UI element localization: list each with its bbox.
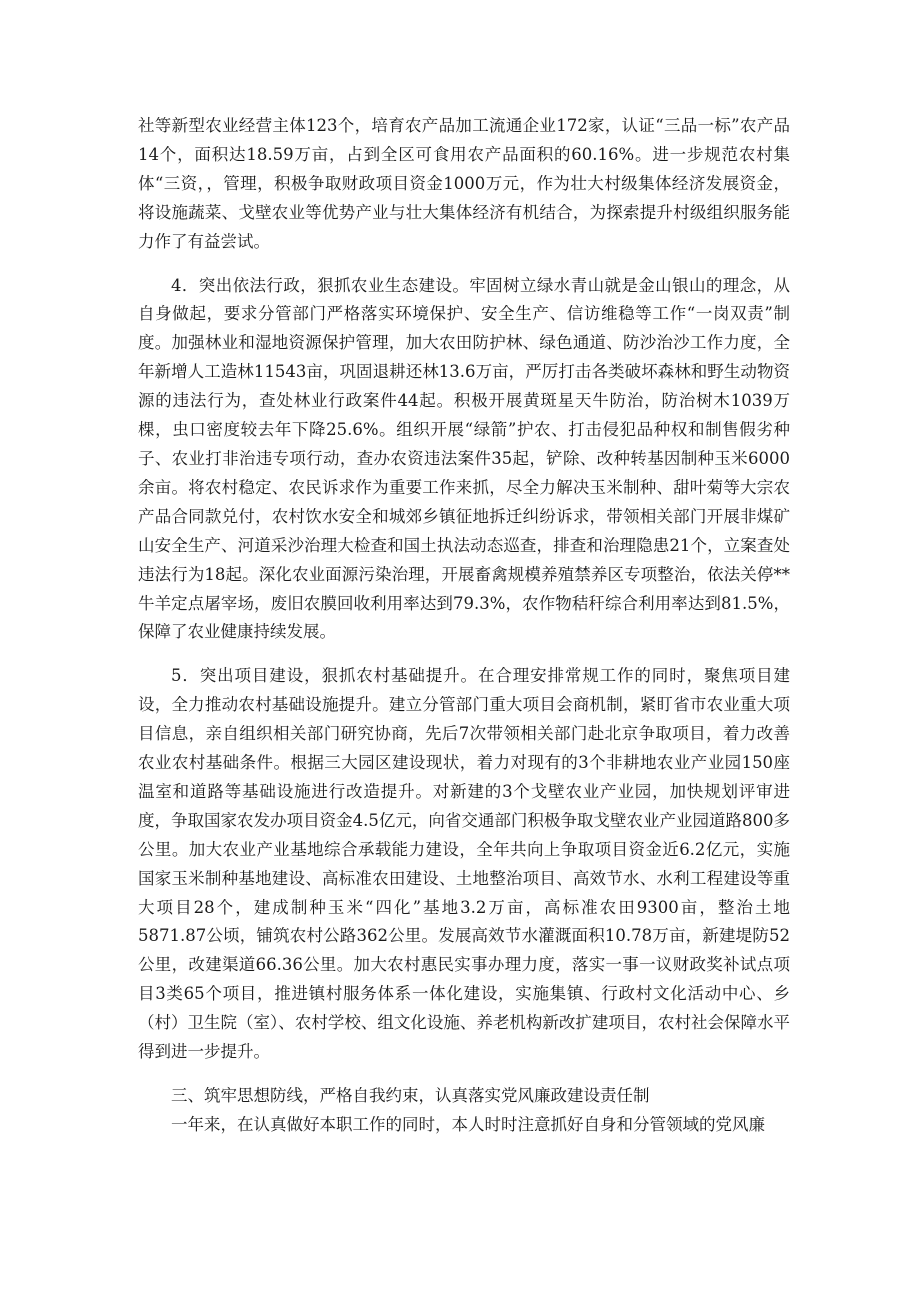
paragraph-last: 一年来，在认真做好本职工作的同时，本人时时注意抓好自身和分管领域的党风廉 [171, 1114, 765, 1134]
paragraph-item-4: 4．突出依法行政，狠抓农业生态建设。牢固树立绿水青山就是金山银山的理念，从自身做起，要求分管部门严格落实环境保护、安全生产、信访维稳等工作“一岗双责”制度。加强林业和湿地资源保护管理，加大农田防护林、绿色通道、防沙治沙工作力度，全年新增人工造林11543亩，巩固退耕还林13.6万亩，严厉打击各类破坏森林和野生动物资源的违法行为，查处林业行政案件44起。积极开展黄斑星天牛防治，防治树木1039万棵，虫口密度较去年下降25.6%。组织开展“绿箭”护农、打击侵犯品种权和制售假劣种子、农业打非治违专项行动，查办农资违法案件35起，铲除、改种转基因制种玉米6000余亩。将农村稳定、农民诉求作为重要工作来抓，尽全力解决玉米制种、甜叶菊等大宗农产品合同款兑付，农村饮水安全和城郊乡镇征地拆迁纠纷诉求，带领相关部门开展非煤矿山安全生产、河道采沙治理大检查和国土执法动态巡查，排查和治理隐患21个，立案查处违法行为18起。深化农业面源污染治理，开展畜禽规模养殖禁养区专项整治，依法关停**牛羊定点屠宰场，废旧农膜回收利用率达到79.3%，农作物秸秆综合利用率达到81.5%，保障了农业健康持续发展。 [138, 275, 790, 642]
paragraph-item-5: 5．突出项目建设，狠抓农村基础提升。在合理安排常规工作的同时，聚焦项目建设，全力推动农村基础设施提升。建立分管部门重大项目会商机制，紧盯省市农业重大项目信息，亲自组织相关部门研究协商，先后7次带领相关部门赴北京争取项目，着力改善农业农村基础条件。根据三大园区建设现状，着力对现有的3个非耕地农业产业园150座温室和道路等基础设施进行改造提升。对新建的3个戈壁农业产业园，加快规划评审进度，争取国家农发办项目资金4.5亿元，向省交通部门积极争取戈壁农业产业园道路800多公里。加大农业产业基地综合承载能力建设，全年共向上争取项目资金近6.2亿元，实施国家玉米制种基地建设、高标准农田建设、土地整治项目、高效节水、水利工程建设等重大项目28个，建成制种玉米“四化”基地3.2万亩，高标准农田9300亩，整治土地5871.87公顷，铺筑农村公路362公里。发展高效节水灌溉面积10.78万亩，新建堤防52公里，改建渠道66.36公里。加大农村惠民实事办理力度，落实一事一议财政奖补试点项目3类65个项目，推进镇村服务体系一体化建设，实施集镇、行政村文化活动中心、乡（村）卫生院（室）、农村学校、组文化设施、养老机构新改扩建项目，农村社会保障水平得到进一步提升。 [138, 666, 790, 1062]
section-heading: 三、筑牢思想防线，严格自我约束，认真落实党风廉政建设责任制 [171, 1086, 650, 1105]
document-body [138, 112, 790, 1140]
paragraph-continued: 社等新型农业经营主体123个，培育农产品加工流通企业172家，认证“三品一标”农产品14个，面积达18.59万亩，占到全区可食用农产品面积的60.16%。进一步规范农村集体“三资，，管理，积极争取财政项目资金1000万元，作为壮大村级集体经济发展资金，将设施蔬菜、戈壁农业等优势产业与壮大集体经济有机结合，为探索提升村级组织服务能力作了有益尝试。 [138, 116, 790, 251]
